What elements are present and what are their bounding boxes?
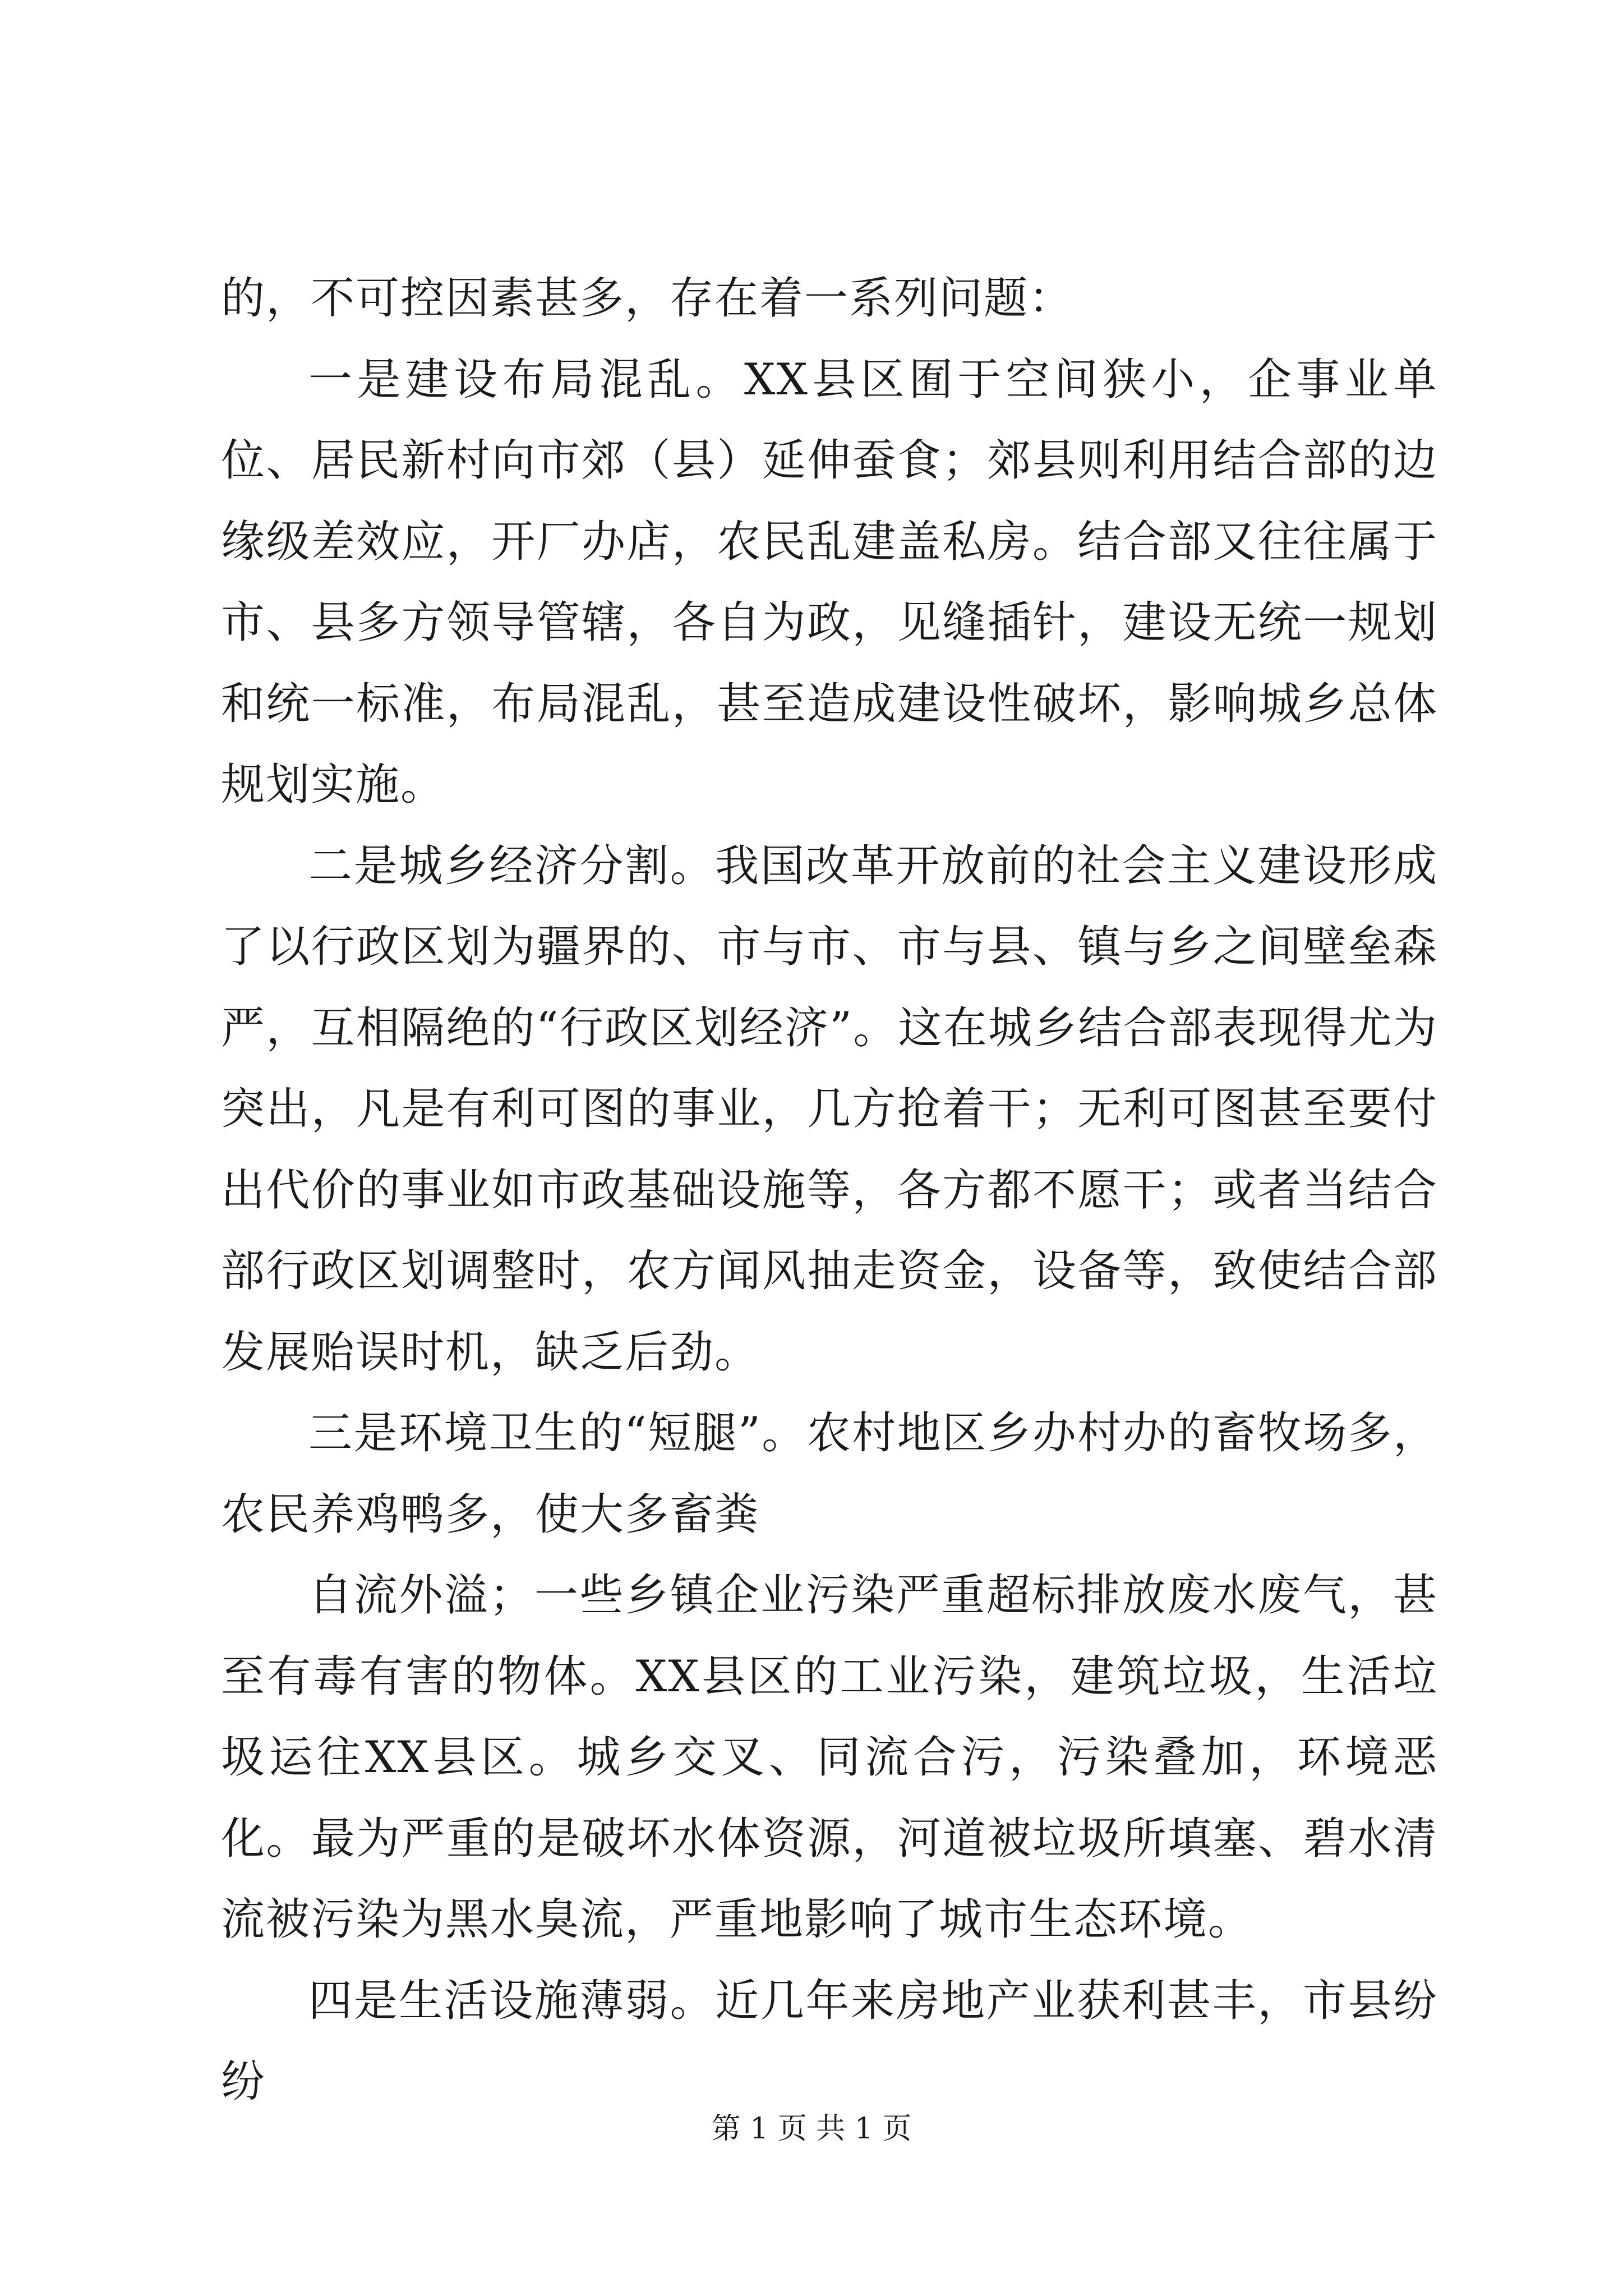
- paragraph-continuation: 的，不可控因素甚多，存在着一系列问题：: [221, 273, 1074, 324]
- page-footer: [0, 2109, 1623, 2148]
- document-body: [221, 258, 1438, 2123]
- paragraph-environment-weakness: 三是环境卫生的“短腿”。农村地区乡办村办的畜牧场多，农民养鸡鸭多，使大多畜粪: [221, 1408, 1438, 1540]
- paragraph-economic-division: 二是城乡经济分割。我国改革开放前的社会主义建设形成了以行政区划为疆界的、市与市、市与县、镇与乡之间壁垒森严，互相隔绝的“行政区划经济”。这在城乡结合部表现得尤为突出，凡是有利可图的事业，几方抢着干；无利可图甚至要付出代价的事业如市政基础设施等，各方都不愿干；或者当结合部行政区划调整时，农方闻风抽走资金，设备等，致使结合部发展贻误时机，缺乏后劲。: [221, 840, 1438, 1378]
- page-number-label: 第 1 页 共 1 页: [711, 2112, 912, 2146]
- paragraph-layout-chaos: 一是建设布局混乱。XX县区囿于空间狭小，企事业单位、居民新村向市郊（县）延伸蚕食；郊县则利用结合部的边缘级差效应，开厂办店，农民乱建盖私房。结合部又往往属于市、县多方领导管辖，各自为政，见缝插针，建设无统一规划和统一标准，布局混乱，甚至造成建设性破坏，影响城乡总体规划实施。: [221, 354, 1438, 810]
- paragraph-pollution: 自流外溢；一些乡镇企业污染严重超标排放废水废气，甚至有毒有害的物体。XX县区的工业污染，建筑垃圾，生活垃圾运往XX县区。城乡交叉、同流合污，污染叠加，环境恶化。最为严重的是破坏水体资源，河道被垃圾所填塞、碧水清流被污染为黑水臭流，严重地影响了城市生态环境。: [221, 1570, 1438, 1945]
- paragraph-living-facilities: 四是生活设施薄弱。近几年来房地产业获利甚丰，市县纷纷: [221, 1975, 1438, 2107]
